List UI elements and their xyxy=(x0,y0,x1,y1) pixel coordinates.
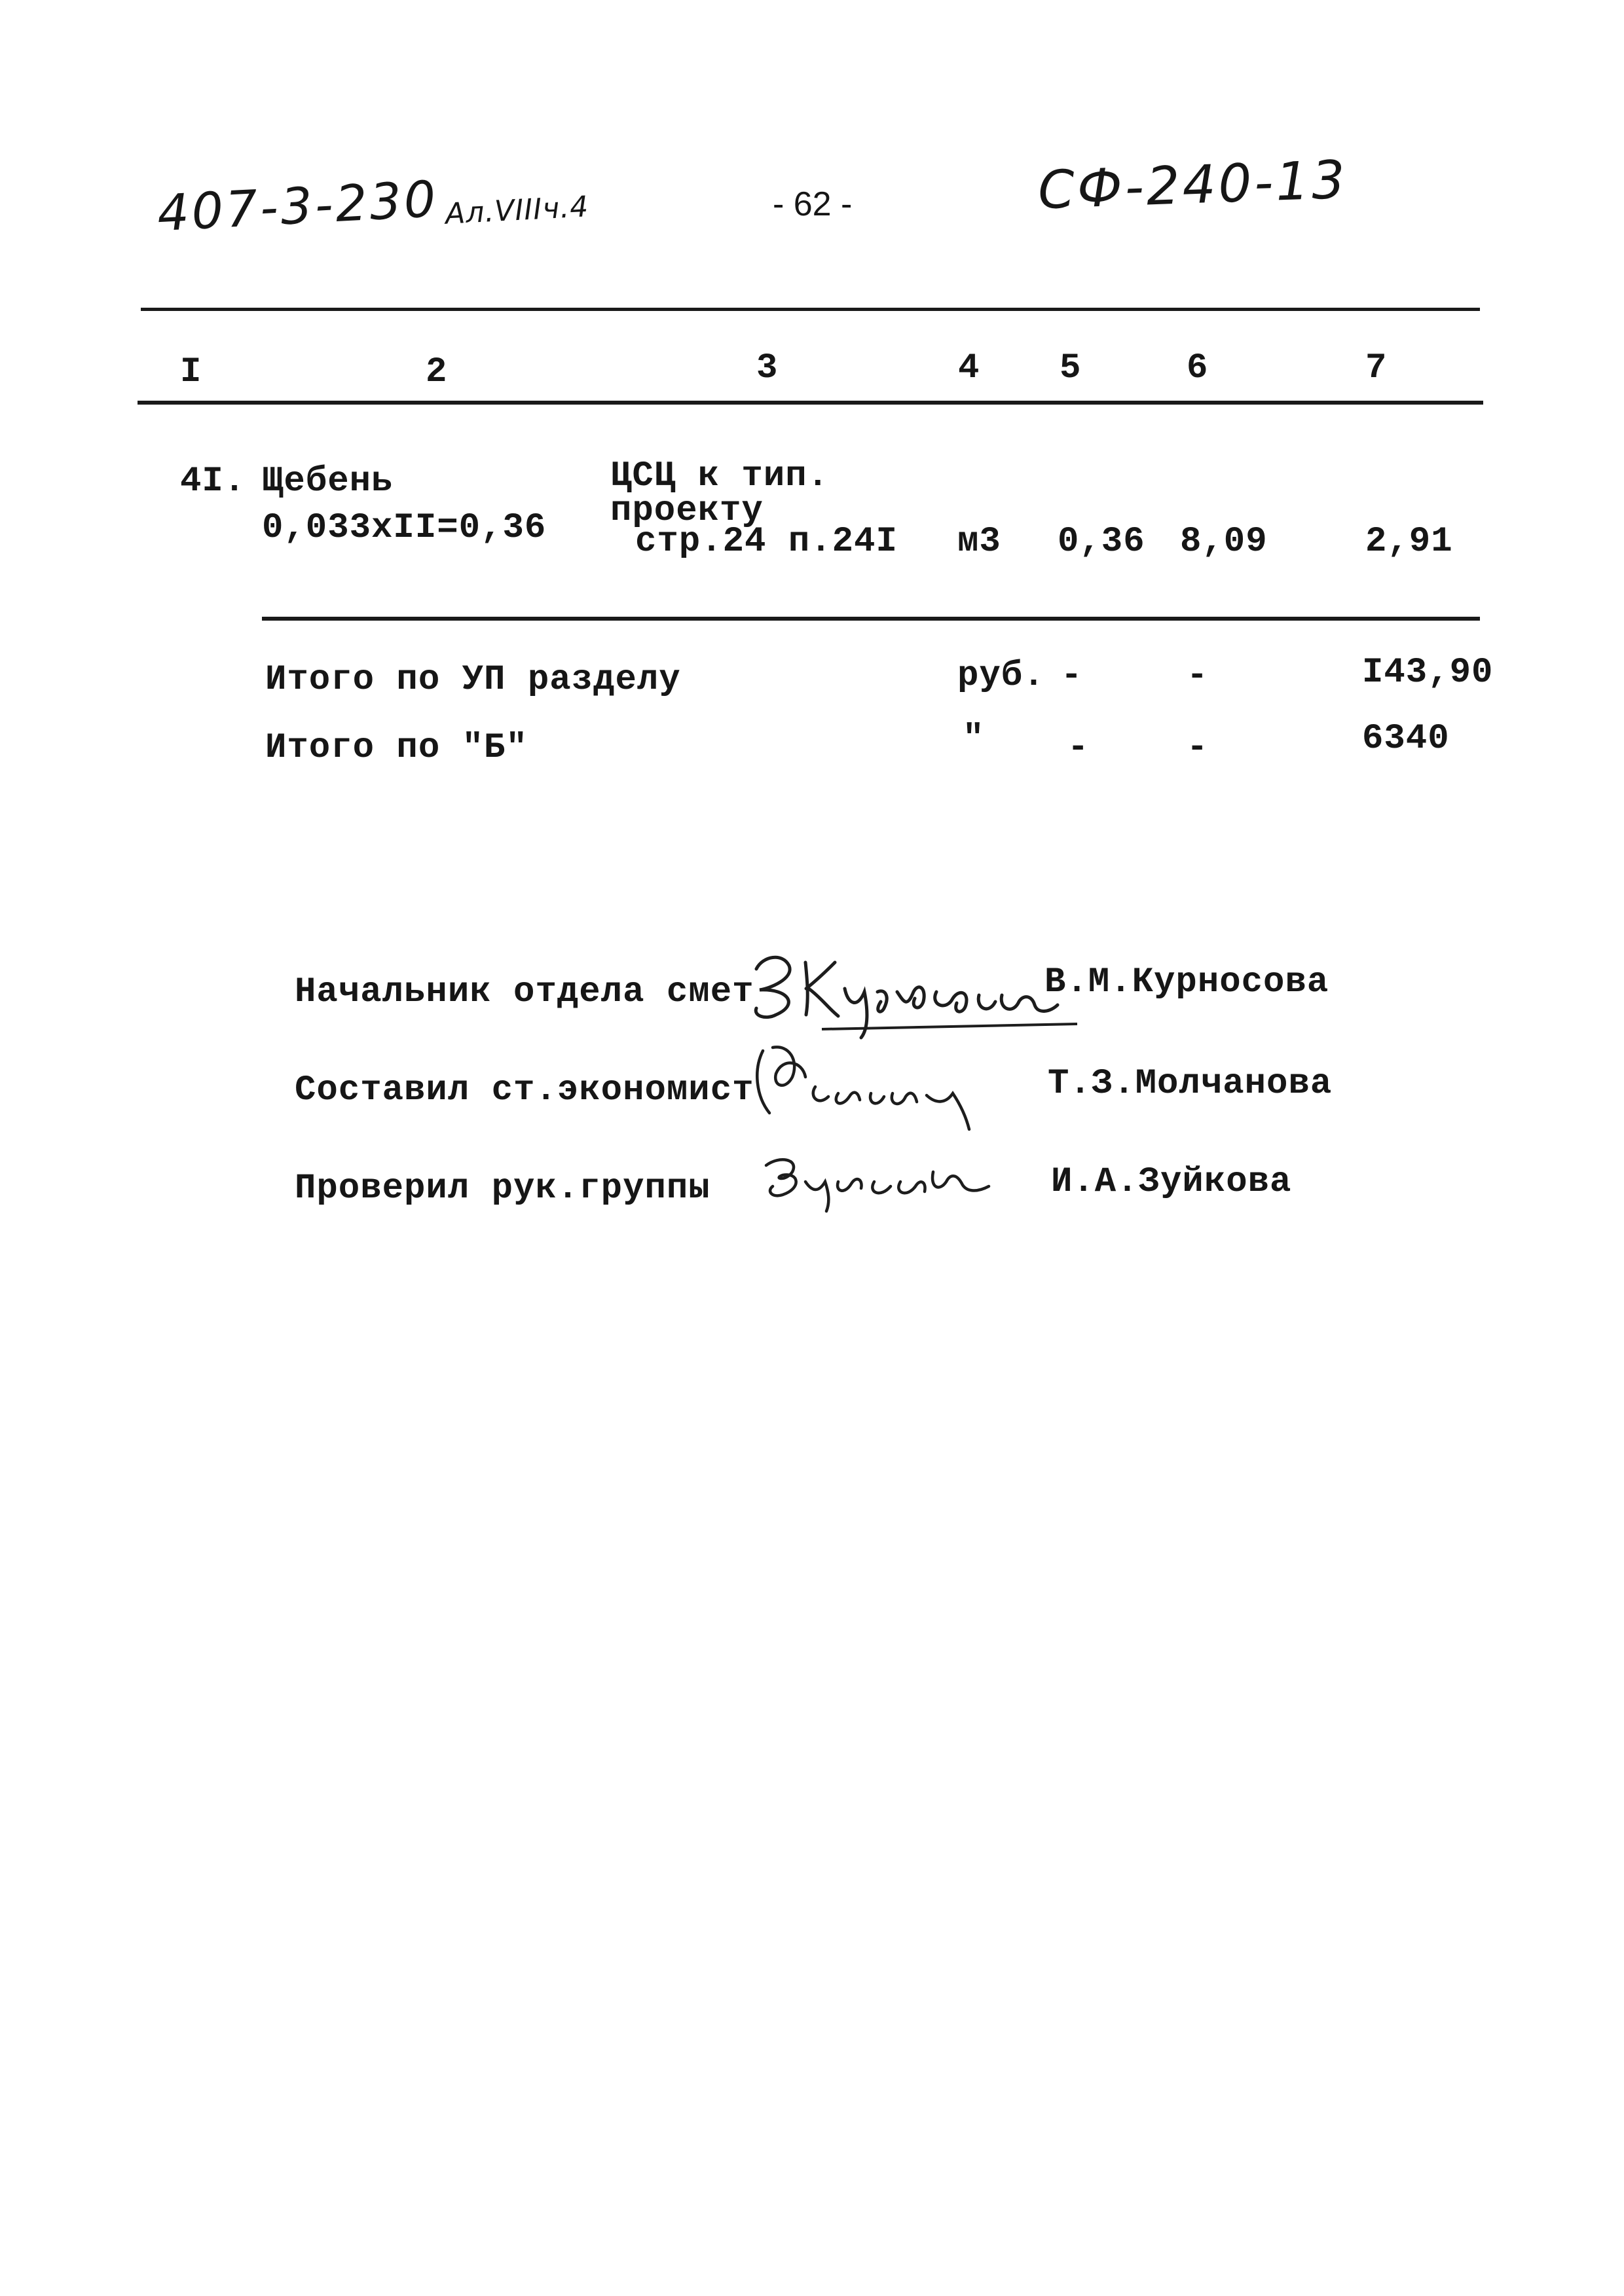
album-ref: Ал.VIIIч.4 xyxy=(444,190,590,231)
total-b-value: 6340 xyxy=(1362,719,1450,759)
handwritten-signature-kurnosova xyxy=(743,943,1084,1044)
col-header-1: I xyxy=(180,352,202,392)
signature-role: Начальник отдела смет xyxy=(295,972,754,1012)
col-header-7: 7 xyxy=(1365,348,1388,388)
handwritten-signature-molchanova xyxy=(743,1031,1018,1139)
signature-name: Т.З.Молчанова xyxy=(1048,1064,1333,1104)
total-section-label: Итого по УП разделу xyxy=(265,660,681,700)
col-header-2: 2 xyxy=(426,352,448,392)
total-section-col5: - xyxy=(1061,656,1083,696)
row-number: 4I. xyxy=(180,462,246,501)
row-basis-line3: стр.24 п.24I xyxy=(635,522,898,562)
page-number: - 62 - xyxy=(773,185,853,223)
total-b-col5: - xyxy=(1067,728,1090,768)
col-header-5: 5 xyxy=(1060,348,1082,388)
col-header-4: 4 xyxy=(958,348,980,388)
signature-name: И.А.Зуйкова xyxy=(1051,1162,1292,1202)
row-name: Щебень xyxy=(262,462,394,501)
total-b-unit: " xyxy=(963,719,985,759)
sheet-code: СФ-240-13 xyxy=(1037,149,1349,221)
row-quantity: 0,36 xyxy=(1058,522,1145,562)
total-section-value: I43,90 xyxy=(1362,653,1494,693)
handwritten-signature-zuikova xyxy=(753,1146,1015,1221)
row-price: 8,09 xyxy=(1180,522,1268,562)
total-section-unit: руб. xyxy=(957,656,1045,696)
signature-name: В.М.Курносова xyxy=(1044,962,1329,1002)
total-b-col6: - xyxy=(1187,728,1209,768)
total-b-label: Итого по "Б" xyxy=(265,728,528,768)
subtotal-rule xyxy=(262,617,1480,621)
row-formula: 0,033хII=0,36 xyxy=(262,508,547,548)
total-section-col6: - xyxy=(1187,656,1209,696)
row-total: 2,91 xyxy=(1365,522,1453,562)
col-header-3: 3 xyxy=(756,348,779,388)
signature-role: Составил ст.экономист xyxy=(295,1070,754,1110)
col-header-6: 6 xyxy=(1187,348,1209,388)
header-bottom-rule xyxy=(138,401,1483,405)
row-unit: м3 xyxy=(957,522,1001,562)
row-basis-line1: ЦСЦ к тип. xyxy=(610,456,830,496)
table-top-rule xyxy=(141,308,1480,311)
doc-number: 407-3-230 xyxy=(155,169,440,243)
row-basis-line2: проекту xyxy=(610,491,764,531)
signature-role: Проверил рук.группы xyxy=(295,1169,710,1209)
